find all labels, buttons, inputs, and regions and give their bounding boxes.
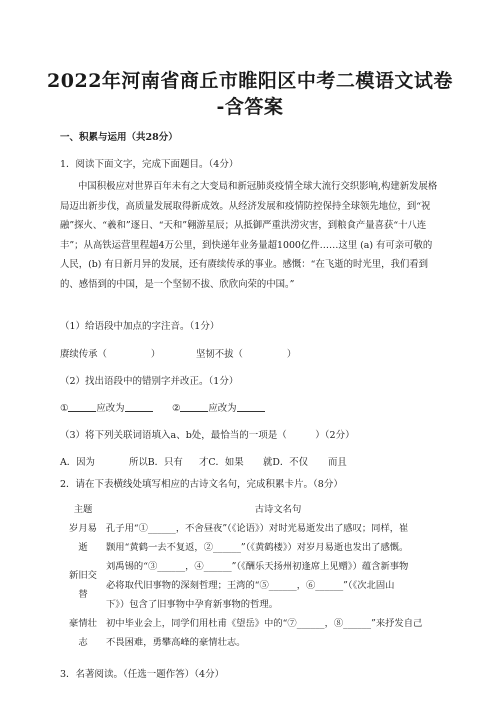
table-row-verse-line: 刘禹锡的“③______，④______”（《酬乐天扬州初逢席上见赠》）蕴含新事物 — [106, 561, 409, 572]
answer-blank[interactable] — [125, 401, 153, 412]
table-row-verse-line: 下》）包含了旧事物中孕育新事物的哲理。 — [106, 599, 278, 610]
table-header-verses: 古诗文名句 — [254, 504, 302, 515]
table-row-theme-line: 逝 — [78, 542, 88, 553]
q1-sub2: （2）找出语段中的错别字并改正。（1分） — [60, 376, 239, 387]
document-title-line1: 2022年河南省商丘市睢阳区中考二模语文试卷 — [47, 70, 453, 92]
section1-heading: 一、积累与运用（共28分） — [60, 132, 178, 143]
q1-sub2-item-1-label: 应改为 — [96, 403, 125, 414]
table-row-verse-line: 不畏困难，勇攀高峰的豪情壮志。 — [106, 637, 246, 648]
q1-sub2-item-1-num: ① — [60, 403, 69, 414]
table-row-verses — [106, 557, 450, 614]
q1-passage: 中国积极应对世界百年未有之大变局和新冠肺炎疫情全球大流行交织影响,构建新发展格局迈出新步伐，高质量发展取得新成效。从经济发展和疫情防控保持全球领先地位，到“祝融”探火、“羲和”逐日、“天和”翱游星辰；从抵御严重洪涝灾害，到粮食产量喜获“十八连丰”；从高铁运营里程超4万公里，到快递年业务量超1000亿件……这里 (a) 有可亲可敬的人民，(b) 有日新月异的发展，还有赓续传承的事业。感慨：“在飞逝的时光里，我们看到的、感悟到的中国，是一个坚韧不拔、欣欣向荣的中国。” — [60, 181, 438, 290]
q1-sub1-item-b-end: ） — [286, 349, 297, 360]
table-row — [60, 519, 450, 557]
table-header-theme: 主题 — [73, 504, 93, 515]
q1-sub1: （1）给语段中加点的字注音。（1分） — [60, 321, 220, 332]
table-row-theme-line: 替 — [78, 589, 88, 600]
table-row-verse-line: 必将取代旧事物的深刻哲理；王湾的“⑤______，⑥______”（《次北固山 — [106, 580, 395, 591]
q1-sub3-option-2: 才C．如果 — [199, 457, 244, 468]
document-title-line2: -含答案 — [216, 96, 284, 118]
q1-sub2-item-1 — [60, 400, 153, 414]
table-row — [60, 614, 450, 652]
table-row-verses — [106, 519, 450, 557]
q1-sub3-option-3: 就D．不仅 — [263, 457, 309, 468]
table-row-theme — [60, 519, 106, 557]
answer-blank[interactable] — [237, 401, 265, 412]
q1-sub1-item-a — [60, 346, 160, 360]
accumulation-card-table — [60, 500, 450, 652]
q1-sub2-item-2 — [172, 400, 265, 414]
q3-prompt: 3．名著阅读。（任选一题作答）（4分） — [60, 669, 225, 680]
q1-sub1-item-b — [196, 346, 296, 360]
table-row-theme-line: 新旧交 — [69, 570, 97, 581]
q1-sub3-option-0: A．因为 — [60, 457, 95, 468]
q1-sub2-item-2-num: ② — [172, 403, 181, 414]
table-row-verse-line: 初中毕业会上，同学们用杜甫《望岳》中的“⑦______，⑧______”来抒发自己 — [106, 618, 423, 629]
table-row-verses — [106, 614, 450, 652]
q1-prompt: 1．阅读下面文字，完成下面题目。（4分） — [60, 159, 239, 170]
table-row-verse-line: 颢用“黄鹤一去不复返，②______”（《黄鹤楼》）对岁月易逝也发出了感慨。 — [106, 542, 409, 553]
q1-sub1-item-a-label: 赓续传承（ — [60, 349, 107, 360]
q1-sub3: （3）将下列关联词语填入a、b处，最恰当的一项是（ ）（2分） — [60, 430, 355, 441]
q1-sub2-item-2-label: 应改为 — [208, 403, 237, 414]
table-row-theme-line: 豪情壮 — [69, 618, 97, 629]
q1-sub3-option-4: 而且 — [328, 457, 347, 468]
answer-blank[interactable] — [68, 401, 96, 412]
table-header-row — [60, 500, 450, 519]
table-row-theme-line: 岁月易 — [69, 523, 97, 534]
table-row-theme — [60, 557, 106, 614]
q1-sub1-item-b-label: 坚韧不拔（ — [196, 349, 243, 360]
q1-sub3-option-1: 所以B．只有 — [129, 457, 183, 468]
table-row-verse-line: 孔子用“①______，不舍昼夜”（《论语》）对时光易逝发出了感叹；同样，崔 — [106, 523, 409, 534]
answer-blank[interactable] — [180, 401, 208, 412]
q2-prompt: 2．请在下表横线处填写相应的古诗文名句，完成积累卡片。（8分） — [60, 479, 343, 490]
table-row-theme — [60, 614, 106, 652]
table-row-theme-line: 志 — [78, 637, 88, 648]
table-row — [60, 557, 450, 614]
q1-sub1-item-a-end: ） — [150, 349, 161, 360]
